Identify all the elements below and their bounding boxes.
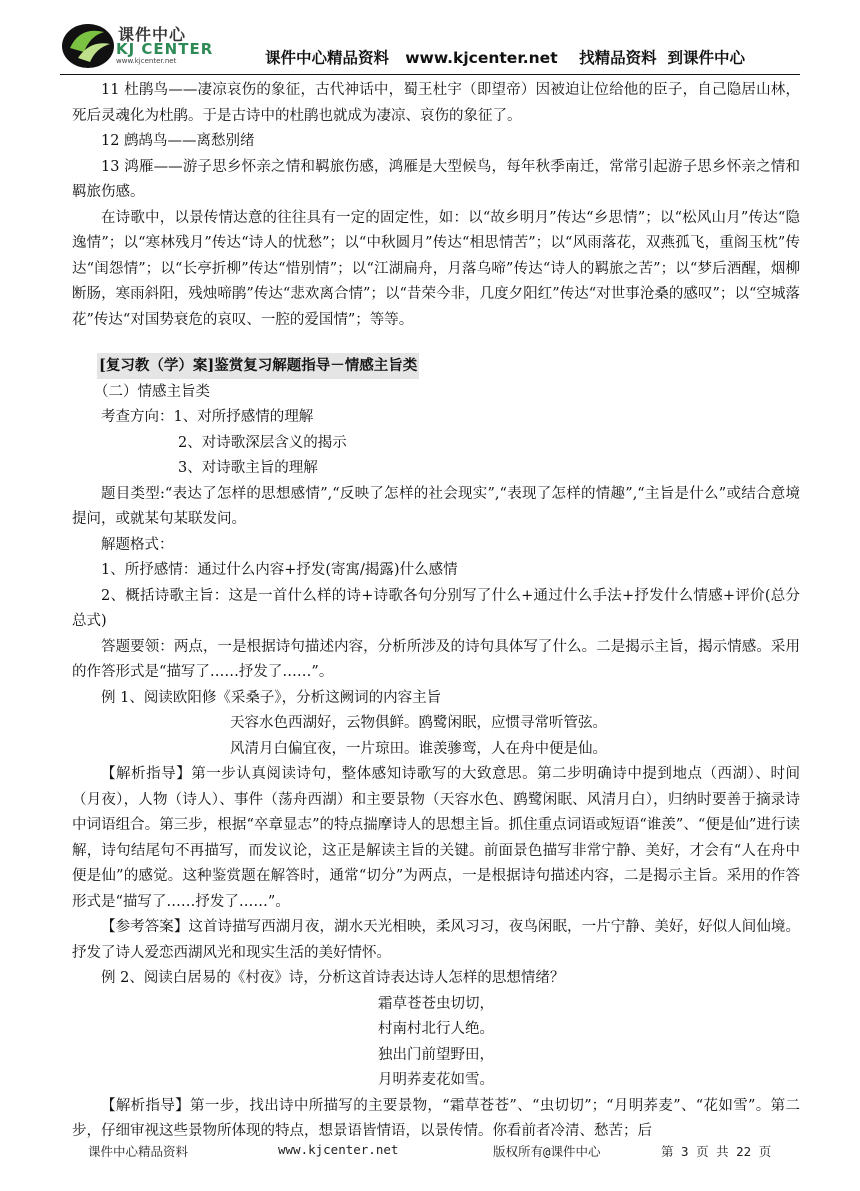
poem-line: 月明荞麦花如雪。 [378, 1072, 494, 1088]
paragraph: 2、对诗歌深层含义的揭示 [178, 434, 347, 451]
page-header [60, 10, 805, 72]
logo-english-text: KJ CENTER [116, 40, 214, 58]
paragraph: 答题要领：两点，一是根据诗句描述内容，分析所涉及的诗句具体写了什么。二是揭示主旨，揭示情感。采用的作答形式是“描写了……抒发了……”。 [72, 638, 800, 680]
paragraph: 在诗歌中，以景传情达意的往往具有一定的固定性，如：以“故乡明月”传达“乡思情”；以“松风山月”传达“隐逸情”；以“寒林残月”传达“诗人的忧愁”；以“中秋圆月”传达“相思情苦”；以“风雨落花，双燕孤飞，重阁玉枕”传达“闺怨情”；以“长亭折柳”传达“惜别情”；以“江湖扁舟，月落乌啼”传达“诗人的羁旅之苦”；以“梦后酒醒，烟柳断肠，寒雨斜阳，残烛啼鹃”传达“悲欢离合情”；以“昔荣今非，几度夕阳红”传达“对世事沧桑的感叹”；以“空城落花”传达“对国势衰危的哀叹、一腔的爱国情”；等等。 [72, 209, 800, 328]
logo-url-text: www.kjcenter.net [116, 57, 177, 65]
paragraph: 1、所抒感情：通过什么内容+抒发(寄寓/揭露)什么感情 [101, 562, 458, 578]
paragraph: 【解析指导】第一步认真阅读诗句，整体感知诗歌写的大致意思。第二步明确诗中提到地点（西湖）、时间（月夜），人物（诗人）、事件（荡舟西湖）和主要景物（天容水色、鸥鹭闲眠、风清月白），归纳时要善于摘录诗中词语组合。第三步，根据“卒章显志”的特点揣摩诗人的思想主旨。抓住重点词语或短语“谁羡”、“便是仙”进行读解，诗句结尾句不再描写，而发议论，这正是解读主旨的关键。前面景色描写非常宁静、美好，才会有“人在舟中便是仙”的感觉。这种鉴赏题在解答时，通常“切分”为两点，一是根据诗句描述内容，二是揭示主旨。采用的作答形式是“描写了……抒发了……”。 [72, 766, 800, 910]
paragraph: 解题格式： [101, 536, 174, 553]
paragraph: 例 1、阅读欧阳修《采桑子》，分析这阙词的内容主旨 [101, 689, 442, 706]
paragraph: 3、对诗歌主旨的理解 [178, 460, 318, 476]
spacer [72, 333, 800, 353]
section-title-line [72, 353, 800, 380]
paragraph: 【参考答案】这首诗描写西湖月夜，湖水天光相映，柔风习习，夜鸟闲眠，一片宁静、美好，好似人间仙境。抒发了诗人爱恋西湖风光和现实生活的美好情怀。 [72, 919, 800, 961]
logo-chinese-text: 课件中心 [118, 25, 187, 44]
paragraph: 考查方向：1、对所抒感情的理解 [101, 409, 314, 425]
footer-page-number: 第 3 页 共 22 页 [661, 1144, 772, 1159]
paragraph: 【解析指导】第一步，找出诗中所描写的主要景物，“霜草苍苍”、“虫切切”；“月明荞麦”、“花如雪”。第二步，仔细审视这些景物所体现的特点，想景语皆情语，以景传情。你看前者冷清、愁苦；后 [72, 1097, 800, 1139]
document-body [72, 78, 800, 1145]
footer-copyright: 版权所有@课件中心 [493, 1144, 601, 1159]
paragraph: 2、概括诗歌主旨：这是一首什么样的诗+诗歌各句分别写了什么+通过什么手法+抒发什么情感+评价(总分总式) [72, 587, 800, 629]
footer-left-text: 课件中心精品资料 [88, 1144, 189, 1159]
poem-line: 村南村北行人绝。 [378, 1021, 494, 1037]
paragraph: 11 杜鹃鸟——凄凉哀伤的象征，古代神话中，蜀王杜宇（即望帝）因被迫让位给他的臣子，自己隐居山林，死后灵魂化为杜鹃。于是古诗中的杜鹃也就成为凄凉、哀伤的象征了。 [72, 82, 800, 124]
poem-line: 风清月白偏宜夜，一片琼田。谁羡骖鸾，人在舟中便是仙。 [230, 740, 607, 757]
header-divider [60, 74, 800, 75]
paragraph: 题目类型:“表达了怎样的思想感情”,“反映了怎样的社会现实”,“表现了怎样的情趣”,“主旨是什么”或结合意境提问，或就某句某联发问。 [72, 485, 800, 527]
poem-line: 霜草苍苍虫切切， [378, 995, 494, 1012]
paragraph: （二）情感主旨类 [94, 383, 210, 400]
site-logo [60, 10, 260, 70]
header-slogan: 课件中心精品资料 www.kjcenter.net 找精品资料 到课件中心 [265, 49, 745, 67]
poem-line: 天容水色西湖好，云物俱鲜。鸥鹭闲眠，应惯寻常听管弦。 [230, 715, 607, 731]
paragraph: 12 鹧鸪鸟——离愁别绪 [101, 133, 255, 149]
paragraph: 13 鸿雁——游子思乡怀亲之情和羁旅伤感，鸿雁是大型候鸟，每年秋季南迁，常常引起游子思乡怀亲之情和羁旅伤感。 [72, 158, 800, 200]
paragraph: 例 2、阅读白居易的《村夜》诗，分析这首诗表达诗人怎样的思想情绪？ [101, 970, 565, 986]
logo-swirl-icon [60, 18, 116, 70]
section-title: [复习教（学）案]鉴赏复习解题指导－情感主旨类 [97, 353, 419, 379]
footer-url: www.kjcenter.net [278, 1142, 399, 1157]
poem-line: 独出门前望野田， [378, 1046, 494, 1063]
